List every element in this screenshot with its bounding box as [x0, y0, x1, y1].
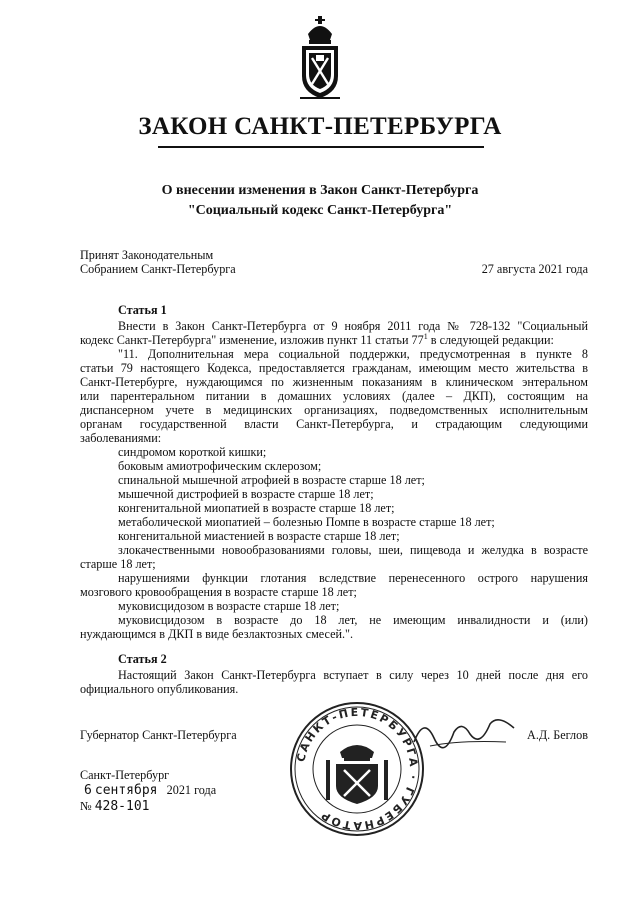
article-1-heading: Статья 1 [118, 303, 167, 317]
adoption-line-1: Принят Законодательным [80, 248, 214, 262]
signature-icon [410, 712, 520, 752]
law-subtitle-line-2: "Социальный кодекс Санкт-Петербурга" [187, 203, 453, 218]
disease-item: синдромом короткой кишки; [118, 445, 267, 459]
disease-item: злокачественными новообразованиями головы, шеи, пищевода и желудка в возрасте [118, 543, 588, 557]
article-2-text-line: Настоящий Закон Санкт-Петербурга вступает в силу через 10 дней после дня его [118, 668, 588, 682]
disease-item-continued: мозгового кровообращения в возрасте старше 18 лет; [80, 585, 357, 599]
law-title: ЗАКОН САНКТ-ПЕТЕРБУРГА [138, 113, 502, 140]
disease-item: конгенитальной миопатией в возрасте старше 18 лет; [118, 501, 395, 515]
law-subtitle-line-1: О внесении изменения в Закон Санкт-Петербурга [161, 183, 479, 198]
quote-line: или парентеральном питании в домашних условиях (далее – ДКП), состоящим на [80, 389, 588, 403]
quote-line: диспансерном учете в медицинских организациях, подведомственных исполнительным [80, 403, 588, 417]
quote-line: заболеваниями: [80, 431, 162, 445]
signing-date: 6 сентября 2021 года [84, 783, 217, 798]
signer-position: Губернатор Санкт-Петербурга [80, 728, 237, 742]
adoption-date: 27 августа 2021 года [481, 262, 588, 276]
disease-item: метаболической миопатией – болезнью Помпе в возрасте старше 18 лет; [118, 515, 495, 529]
city-label: Санкт-Петербург [80, 768, 170, 782]
article-1-text-line: Внести в Закон Санкт-Петербурга от 9 ноября 2011 года № 728-132 "Социальный [118, 319, 588, 333]
disease-item: конгенитальной миастенией в возрасте старше 18 лет; [118, 529, 400, 543]
law-number: № 428-101 [80, 799, 150, 814]
disease-item-continued: старше 18 лет; [80, 557, 156, 571]
disease-item: спинальной мышечной атрофией в возрасте старше 18 лет; [118, 473, 425, 487]
coat-of-arms-icon [300, 14, 340, 100]
quote-line: Санкт-Петербурге, нуждающимся по жизненным показаниям в клиническом энтеральном [80, 375, 588, 389]
disease-item: боковым амиотрофическим склерозом; [118, 459, 322, 473]
disease-item-continued: нуждающимся в ДКП в виде безлактозных смесей.". [80, 627, 354, 641]
disease-item: муковисцидозом в возрасте до 18 лет, не имеющим инвалидности и (или) [118, 613, 588, 627]
title-divider [158, 146, 484, 148]
quote-line: "11. Дополнительная мера социальной поддержки, предусмотренная в пункте 8 [118, 347, 588, 361]
disease-item: мышечной дистрофией в возрасте старше 18 лет; [118, 487, 374, 501]
signer-name: А.Д. Беглов [527, 728, 588, 742]
adoption-line-2: Собранием Санкт-Петербурга [80, 262, 236, 276]
quote-line: органам государственной власти Санкт-Петербурга, и страдающим следующими [80, 417, 588, 431]
svg-text:САНКТ-ПЕТЕРБУРГА · ГУБЕРНАТОР: САНКТ-ПЕТЕРБУРГА · ГУБЕРНАТОР [294, 705, 421, 833]
disease-item: нарушениями функции глотания вследствие перенесенного острого нарушения [118, 571, 588, 585]
disease-item: муковисцидозом в возрасте старше 18 лет; [118, 599, 340, 613]
article-1-text-line: кодекс Санкт-Петербурга" изменение, изложив пункт 11 статьи $77^1$ в следующей редакции: [80, 331, 554, 347]
quote-line: статьи 79 настоящего Кодекса, предоставляется гражданам, имеющим место жительства в [80, 361, 588, 375]
article-2-text-line: официального опубликования. [80, 682, 239, 696]
official-seal-icon [288, 700, 426, 838]
article-2-heading: Статья 2 [118, 652, 167, 666]
